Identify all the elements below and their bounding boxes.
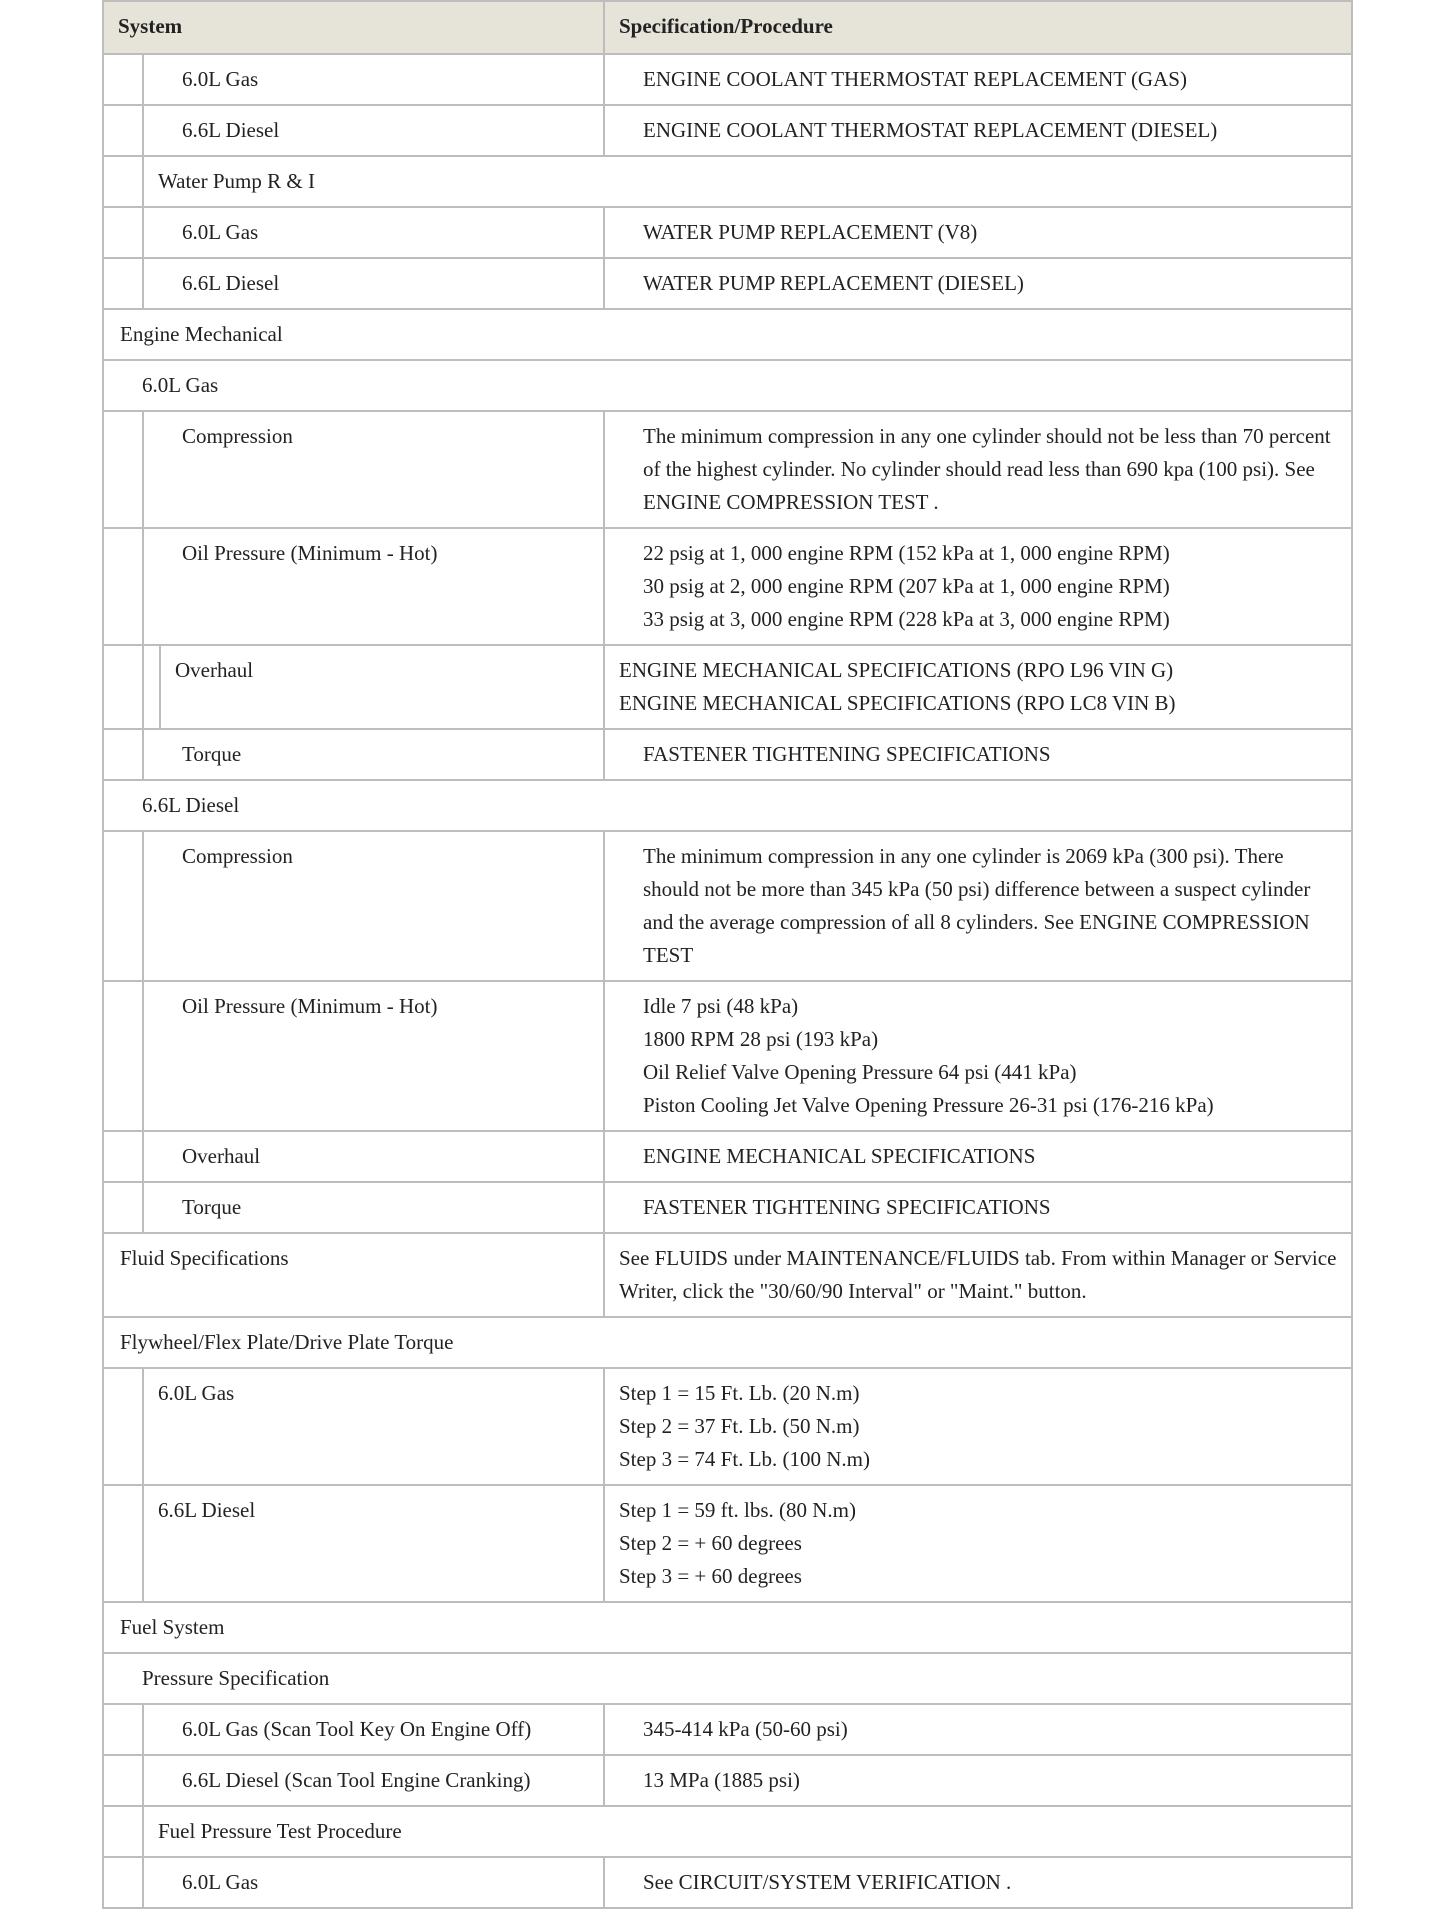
spec-line: See FLUIDS under MAINTENANCE/FLUIDS tab. From within Manager or Service Writer, click the "30/60/90 Interval" or "Maint." button. [619, 1246, 1337, 1303]
spec-line: WATER PUMP REPLACEMENT (DIESEL) [643, 271, 1024, 295]
table-row [103, 54, 1352, 105]
table-row [103, 411, 1352, 528]
system-cell: 6.6L Diesel (Scan Tool Engine Cranking) [143, 1755, 604, 1806]
system-cell: 6.6L Diesel [143, 105, 604, 156]
indent-gutter [103, 258, 143, 309]
system-cell: 6.0L Gas [143, 1857, 604, 1908]
header-row [103, 1, 1352, 54]
spec-line: The minimum compression in any one cylinder should not be less than 70 percent of the highest cylinder. No cylinder should read less than 690 kpa (100 psi). See ENGINE COMPRESSION TEST . [643, 424, 1331, 514]
system-cell: 6.0L Gas [143, 1368, 604, 1485]
spec-line: WATER PUMP REPLACEMENT (V8) [643, 220, 978, 244]
indent-gutter [103, 1485, 143, 1602]
spec-line: ENGINE MECHANICAL SPECIFICATIONS (RPO L96 VIN G) [619, 658, 1174, 682]
spec-line: Oil Relief Valve Opening Pressure 64 psi (441 kPa) [643, 1060, 1077, 1084]
system-cell: Fluid Specifications [103, 1233, 604, 1317]
table-row [103, 1653, 1352, 1704]
indent-gutter [103, 729, 143, 780]
system-cell: Fuel System [103, 1602, 1352, 1653]
table-row [103, 1368, 1352, 1485]
indent-gutter [103, 1806, 143, 1857]
table-row [103, 360, 1352, 411]
spec-line: 1800 RPM 28 psi (193 kPa) [643, 1027, 879, 1051]
system-column-header: System [103, 1, 604, 54]
system-cell: Pressure Specification [103, 1653, 1352, 1704]
system-cell: Oil Pressure (Minimum - Hot) [143, 528, 604, 645]
spec-line: 13 MPa (1885 psi) [643, 1768, 800, 1792]
spec-column-header: Specification/Procedure [604, 1, 1352, 54]
spec-line: 22 psig at 1, 000 engine RPM (152 kPa at 1, 000 engine RPM) [643, 541, 1170, 565]
table-row [103, 258, 1352, 309]
system-cell: Compression [143, 411, 604, 528]
spec-line: ENGINE MECHANICAL SPECIFICATIONS (RPO LC8 VIN B) [619, 691, 1176, 715]
table-row [103, 1485, 1352, 1602]
spec-cell [604, 1485, 1352, 1602]
spec-cell [604, 207, 1352, 258]
spec-cell [604, 1755, 1352, 1806]
table-row [103, 1755, 1352, 1806]
table-row [103, 1602, 1352, 1653]
spec-line: FASTENER TIGHTENING SPECIFICATIONS [643, 1195, 1051, 1219]
system-cell: Compression [143, 831, 604, 981]
spec-line: ENGINE COOLANT THERMOSTAT REPLACEMENT (GAS) [643, 67, 1187, 91]
table-row [103, 309, 1352, 360]
indent-gutter [103, 1182, 143, 1233]
system-cell: Overhaul [143, 1131, 604, 1182]
table-row [103, 1857, 1352, 1908]
spec-line: Step 2 = 37 Ft. Lb. (50 N.m) [619, 1414, 860, 1438]
system-cell: Torque [143, 729, 604, 780]
table-row [103, 207, 1352, 258]
spec-table [102, 0, 1353, 1909]
table-row [103, 1317, 1352, 1368]
spec-cell [604, 981, 1352, 1131]
indent-gutter [103, 1704, 143, 1755]
system-cell: Water Pump R & I [143, 156, 1352, 207]
spec-line: The minimum compression in any one cylinder is 2069 kPa (300 psi). There should not be more than 345 kPa (50 psi) difference between a suspect cylinder and the average compression of all 8 cylinders. See ENGINE COMPRESSION TEST [643, 844, 1311, 967]
spec-cell [604, 54, 1352, 105]
spec-line: Step 3 = 74 Ft. Lb. (100 N.m) [619, 1447, 871, 1471]
indent-gutter [103, 528, 143, 645]
indent-gutter [103, 54, 143, 105]
table-row [103, 645, 1352, 729]
spec-cell [604, 1368, 1352, 1485]
table-row [103, 729, 1352, 780]
spec-line: 33 psig at 3, 000 engine RPM (228 kPa at 3, 000 engine RPM) [643, 607, 1170, 631]
spec-line: 30 psig at 2, 000 engine RPM (207 kPa at 1, 000 engine RPM) [643, 574, 1170, 598]
system-cell: Engine Mechanical [103, 309, 1352, 360]
indent-gutter [103, 831, 143, 981]
spec-cell [604, 528, 1352, 645]
spec-line: Step 1 = 59 ft. lbs. (80 N.m) [619, 1498, 856, 1522]
spec-cell [604, 1182, 1352, 1233]
indent-gutter [143, 645, 160, 729]
system-cell: Flywheel/Flex Plate/Drive Plate Torque [103, 1317, 1352, 1368]
system-cell: Torque [143, 1182, 604, 1233]
indent-gutter [103, 1131, 143, 1182]
table-row [103, 105, 1352, 156]
system-cell: Fuel Pressure Test Procedure [143, 1806, 1352, 1857]
table-row [103, 1704, 1352, 1755]
indent-gutter [103, 105, 143, 156]
system-cell: Overhaul [160, 645, 604, 729]
spec-cell [604, 105, 1352, 156]
indent-gutter [103, 981, 143, 1131]
table-row [103, 1182, 1352, 1233]
spec-cell [604, 1233, 1352, 1317]
spec-line: See CIRCUIT/SYSTEM VERIFICATION . [643, 1870, 1012, 1894]
spec-line: ENGINE MECHANICAL SPECIFICATIONS [643, 1144, 1036, 1168]
table-row [103, 780, 1352, 831]
indent-gutter [103, 1755, 143, 1806]
system-cell: Oil Pressure (Minimum - Hot) [143, 981, 604, 1131]
spec-cell [604, 1704, 1352, 1755]
indent-gutter [103, 645, 143, 729]
spec-cell [604, 1131, 1352, 1182]
spec-line: Step 2 = + 60 degrees [619, 1531, 802, 1555]
spec-cell [604, 831, 1352, 981]
spec-line: Step 1 = 15 Ft. Lb. (20 N.m) [619, 1381, 860, 1405]
spec-line: Idle 7 psi (48 kPa) [643, 994, 799, 1018]
system-cell: 6.0L Gas [143, 207, 604, 258]
indent-gutter [103, 411, 143, 528]
indent-gutter [103, 156, 143, 207]
system-cell: 6.6L Diesel [143, 1485, 604, 1602]
spec-cell [604, 1857, 1352, 1908]
spec-line: Step 3 = + 60 degrees [619, 1564, 802, 1588]
table-row [103, 831, 1352, 981]
table-row [103, 528, 1352, 645]
spec-cell [604, 411, 1352, 528]
spec-cell [604, 645, 1352, 729]
spec-line: Piston Cooling Jet Valve Opening Pressure 26-31 psi (176-216 kPa) [643, 1093, 1214, 1117]
spec-cell [604, 729, 1352, 780]
system-cell: 6.6L Diesel [143, 258, 604, 309]
system-cell: 6.0L Gas [103, 360, 1352, 411]
indent-gutter [103, 1857, 143, 1908]
table-body [103, 54, 1352, 1908]
indent-gutter [103, 1368, 143, 1485]
system-cell: 6.0L Gas (Scan Tool Key On Engine Off) [143, 1704, 604, 1755]
system-cell: 6.6L Diesel [103, 780, 1352, 831]
table-row [103, 156, 1352, 207]
spec-cell [604, 258, 1352, 309]
spec-line: 345-414 kPa (50-60 psi) [643, 1717, 848, 1741]
table-row [103, 1131, 1352, 1182]
spec-line: FASTENER TIGHTENING SPECIFICATIONS [643, 742, 1051, 766]
system-cell: 6.0L Gas [143, 54, 604, 105]
spec-line: ENGINE COOLANT THERMOSTAT REPLACEMENT (DIESEL) [643, 118, 1218, 142]
table-row [103, 981, 1352, 1131]
table-row [103, 1233, 1352, 1317]
indent-gutter [103, 207, 143, 258]
table-row [103, 1806, 1352, 1857]
